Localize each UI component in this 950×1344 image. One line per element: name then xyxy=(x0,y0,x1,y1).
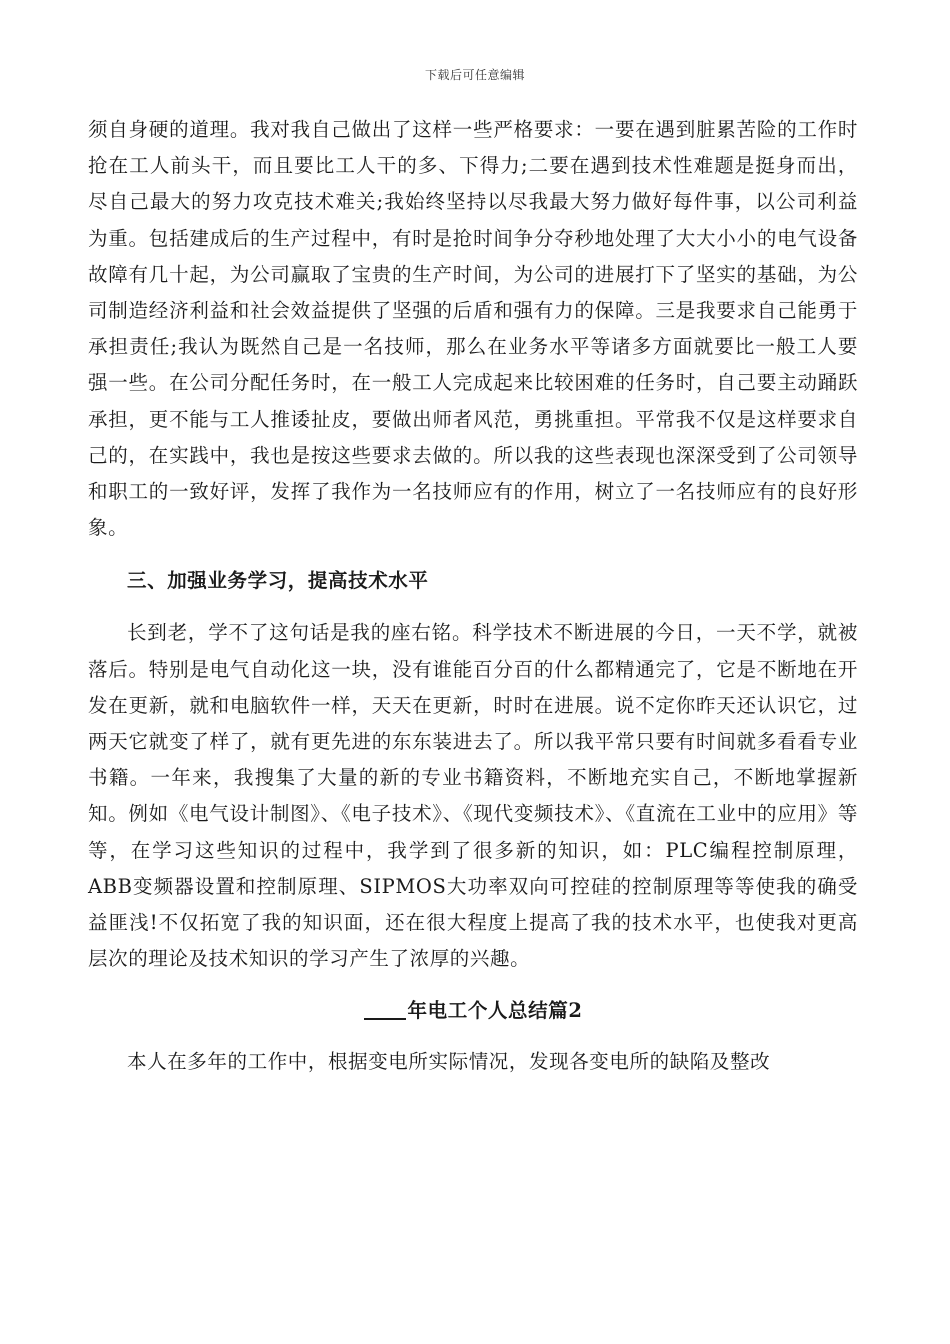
document-body xyxy=(88,112,858,1081)
document-title-text: 年电工个人总结篇2 xyxy=(407,999,583,1023)
year-blank-underline xyxy=(364,998,406,1020)
section-heading-study: 三、加强业务学习，提高技术水平 xyxy=(127,569,429,593)
paragraph-study: 长到老，学不了这句话是我的座右铭。科学技术不断进展的今日，一天不学，就被落后。特别是电气自动化这一块，没有谁能百分百的什么都精通完了，它是不断地在开发在更新，就和电脑软件一样，天天在更新，时时在进展。说不定你昨天还认识它，过两天它就变了样了，就有更先进的东东装进去了。所以我平常只要有时间就多看看专业书籍。一年来，我搜集了大量的新的专业书籍资料，不断地充实自己，不断地掌握新知。例如《电气设计制图》、《电子技术》、《现代变频技术》、《直流在工业中的应用》等等，在学习这些知识的过程中，我学到了很多新的知识，如：PLC编程控制原理，ABB变频器设置和控制原理、SIPMOS大功率双向可控硅的控制原理等等使我的确受益匪浅!不仅拓宽了我的知识面，还在很大程度上提高了我的技术水平，也使我对更高层次的理论及技术知识的学习产生了浓厚的兴趣。 xyxy=(88,621,858,971)
paragraph-requirements: 须自身硬的道理。我对我自己做出了这样一些严格要求：一要在遇到脏累苦险的工作时抢在工人前头干，而且要比工人干的多、下得力;二要在遇到技术性难题是挺身而出，尽自己最大的努力攻克技术难关;我始终坚持以尽我最大努力做好每件事，以公司利益为重。包括建成后的生产过程中，有时是抢时间争分夺秒地处理了大大小小的电气设备故障有几十起，为公司赢取了宝贵的生产时间，为公司的进展打下了坚实的基础，为公司制造经济利益和社会效益提供了坚强的后盾和强有力的保障。三是我要求自己能勇于承担责任;我认为既然自己是一名技师，那么在业务水平等诸多方面就要比一般工人要强一些。在公司分配任务时，在一般工人完成起来比较困难的任务时，自己要主动踊跃承担，更不能与工人推诿扯皮，要做出师者风范，勇挑重担。平常我不仅是这样要求自己的，在实践中，我也是按这些要求去做的。所以我的这些表现也深深受到了公司领导和职工的一致好评，发挥了我作为一名技师应有的作用，树立了一名技师应有的良好形象。 xyxy=(88,118,858,540)
document-title-part2 xyxy=(88,993,858,1029)
page-header-note: 下载后可任意编辑 xyxy=(424,68,525,82)
paragraph-substation: 本人在多年的工作中，根据变电所实际情况，发现各变电所的缺陷及整改 xyxy=(127,1050,771,1074)
